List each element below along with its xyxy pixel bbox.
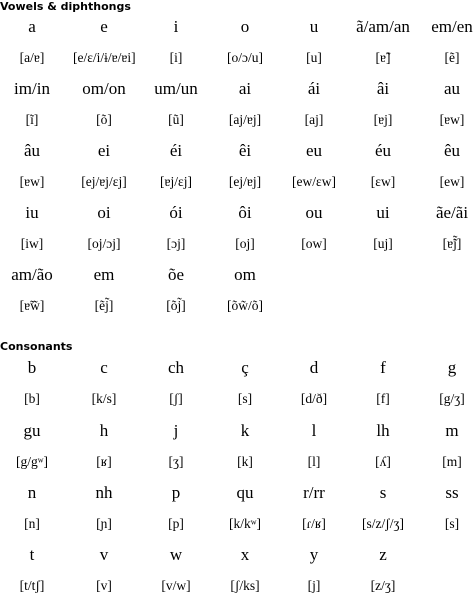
ipa-cell: [v]	[96, 578, 112, 593]
ipa-cell: [a/ɐ]	[19, 50, 45, 65]
letter-cell: e	[100, 17, 108, 36]
letter-cell: éi	[169, 141, 183, 160]
consonants-letters-row	[0, 541, 474, 569]
ipa-cell: [k]	[237, 454, 253, 469]
letter-cell: êu	[443, 141, 461, 160]
ipa-cell: [ew/ɛw]	[292, 174, 336, 189]
letter-cell: oi	[97, 203, 111, 222]
letter-cell: s	[379, 483, 387, 502]
vowels-ipa-row	[0, 106, 474, 134]
ipa-cell: [k/kʷ]	[228, 516, 262, 531]
ipa-cell: [s]	[237, 391, 253, 406]
letter-cell: âi	[376, 79, 390, 98]
ipa-cell: [o/ɔ/u]	[227, 50, 263, 65]
ipa-cell: [ow]	[301, 236, 327, 251]
ipa-cell: [ɐj/ɛj]	[160, 174, 192, 189]
ipa-cell: [ʎ]	[375, 454, 391, 469]
ipa-cell: [ɲ]	[96, 516, 112, 531]
ipa-cell: [oj/ɔj]	[87, 236, 121, 251]
ipa-cell: [v/w]	[161, 578, 191, 593]
ipa-cell: [ɐw]	[439, 112, 465, 127]
vowels-letters-row	[0, 13, 474, 41]
letter-cell: ôi	[238, 203, 252, 222]
letter-cell: ss	[445, 483, 459, 502]
letter-cell: ei	[97, 141, 111, 160]
letter-cell: lh	[376, 421, 390, 440]
ipa-cell: [õj̃]	[166, 298, 186, 313]
letter-cell: p	[171, 483, 181, 502]
ipa-cell: [z/ʒ]	[370, 578, 396, 593]
ipa-cell: [u]	[306, 50, 322, 65]
letter-cell: eu	[305, 141, 323, 160]
ipa-cell: [iw]	[20, 236, 44, 251]
ipa-cell: [j]	[307, 578, 321, 593]
letter-cell: r/rr	[303, 483, 325, 502]
ipa-cell: [i]	[169, 50, 183, 65]
vowels-letters-row	[0, 261, 474, 289]
ipa-cell: [n]	[24, 516, 40, 531]
vowels-ipa-row	[0, 168, 474, 196]
ipa-cell: [aj]	[304, 112, 324, 127]
ipa-cell: [ɐ̃w̃]	[19, 298, 45, 313]
ipa-cell: [s]	[444, 516, 460, 531]
letter-cell: êi	[238, 141, 252, 160]
letter-cell: v	[99, 545, 109, 564]
letter-cell: nh	[95, 483, 113, 502]
letter-cell: ch	[167, 358, 185, 377]
ipa-cell: [k/s]	[91, 391, 117, 406]
letter-cell: em	[93, 265, 115, 284]
letter-cell: a	[28, 17, 36, 36]
letter-cell: w	[169, 545, 183, 564]
letter-cell: âu	[23, 141, 41, 160]
ipa-cell: [ʃ/ks]	[230, 578, 260, 593]
consonants-heading: Consonants	[0, 340, 73, 353]
letter-cell: m	[445, 421, 459, 440]
letter-cell: iu	[25, 203, 39, 222]
consonants-ipa-row	[0, 510, 474, 538]
ipa-cell: [t/tʃ]	[19, 578, 45, 593]
letter-cell: ái	[307, 79, 321, 98]
ipa-cell: [ẽ]	[444, 50, 460, 65]
consonants-letters-row	[0, 479, 474, 507]
ipa-cell: [ɐj]	[373, 112, 393, 127]
ipa-cell: [ɐw]	[19, 174, 45, 189]
letter-cell: õe	[167, 265, 185, 284]
letter-cell: ãe/ãi	[435, 203, 469, 222]
ipa-cell: [õ]	[96, 112, 112, 127]
ipa-cell: [ɐ̃]	[375, 50, 391, 65]
letter-cell: j	[173, 421, 179, 440]
letter-cell: ã/am/an	[356, 17, 410, 36]
letter-cell: f	[380, 358, 386, 377]
vowels-ipa-row	[0, 292, 474, 320]
vowels-letters-row	[0, 199, 474, 227]
letter-cell: ui	[376, 203, 390, 222]
ipa-cell: [ej/ɐj/ɛj]	[81, 174, 127, 189]
letter-cell: g	[447, 358, 457, 377]
letter-cell: am/ão	[11, 265, 53, 284]
vowels-letters-row	[0, 75, 474, 103]
ipa-cell: [ɔj]	[166, 236, 186, 251]
letter-cell: o	[240, 17, 250, 36]
ipa-cell: [ʁ]	[96, 454, 112, 469]
letter-cell: b	[27, 358, 37, 377]
ipa-cell: [ɐ̃j̃]	[442, 236, 462, 251]
letter-cell: i	[173, 17, 179, 36]
letter-cell: um/un	[154, 79, 198, 98]
ipa-cell: [g/ʒ]	[439, 391, 465, 406]
ipa-cell: [b]	[24, 391, 40, 406]
letter-cell: h	[99, 421, 109, 440]
letter-cell: ou	[305, 203, 323, 222]
letter-cell: gu	[23, 421, 41, 440]
letter-cell: em/en	[431, 17, 473, 36]
ipa-cell: [m]	[442, 454, 462, 469]
letter-cell: n	[27, 483, 37, 502]
letter-cell: om	[234, 265, 256, 284]
consonants-ipa-row	[0, 448, 474, 476]
letter-cell: k	[240, 421, 250, 440]
letter-cell: au	[443, 79, 461, 98]
ipa-cell: [ʃ]	[169, 391, 183, 406]
consonants-letters-row	[0, 354, 474, 382]
ipa-cell: [d/ð]	[300, 391, 328, 406]
letter-cell: t	[29, 545, 35, 564]
letter-cell: l	[311, 421, 317, 440]
ipa-cell: [uj]	[373, 236, 393, 251]
vowels-heading: Vowels & diphthongs	[0, 0, 131, 13]
ipa-cell: [ɛw]	[370, 174, 396, 189]
letter-cell: u	[309, 17, 319, 36]
vowels-ipa-row	[0, 230, 474, 258]
consonants-letters-row	[0, 417, 474, 445]
ipa-cell: [ʒ]	[168, 454, 184, 469]
ipa-cell: [ẽj̃]	[94, 298, 114, 313]
letter-cell: éu	[374, 141, 392, 160]
letter-cell: ói	[169, 203, 183, 222]
letter-cell: x	[240, 545, 250, 564]
letter-cell: im/in	[14, 79, 50, 98]
letter-cell: qu	[236, 483, 254, 502]
consonants-ipa-row	[0, 385, 474, 413]
ipa-cell: [aj/ɐj]	[228, 112, 262, 127]
ipa-cell: [g/gʷ]	[15, 454, 49, 469]
letter-cell: ç	[241, 358, 249, 377]
consonants-ipa-row	[0, 572, 474, 600]
letter-cell: y	[309, 545, 319, 564]
vowels-letters-row	[0, 137, 474, 165]
ipa-cell: [e/ɛ/i/ɨ/ɐ/ɐi]	[73, 50, 136, 65]
ipa-cell: [ej/ɐj]	[228, 174, 262, 189]
ipa-cell: [ew]	[439, 174, 465, 189]
letter-cell: z	[379, 545, 387, 564]
ipa-cell: [ũ]	[168, 112, 184, 127]
ipa-cell: [l]	[307, 454, 321, 469]
ipa-cell: [s/z/ʃ/ʒ]	[362, 516, 404, 531]
ipa-cell: [ɾ/ʁ]	[302, 516, 326, 531]
letter-cell: d	[309, 358, 319, 377]
ipa-cell: [f]	[376, 391, 390, 406]
ipa-cell: [ĩ]	[25, 112, 39, 127]
ipa-cell: [p]	[168, 516, 184, 531]
vowels-ipa-row	[0, 44, 474, 72]
letter-cell: om/on	[82, 79, 126, 98]
letter-cell: c	[100, 358, 108, 377]
letter-cell: ai	[238, 79, 252, 98]
ipa-cell: [õw̃/õ]	[227, 298, 263, 313]
ipa-cell: [oj]	[235, 236, 255, 251]
